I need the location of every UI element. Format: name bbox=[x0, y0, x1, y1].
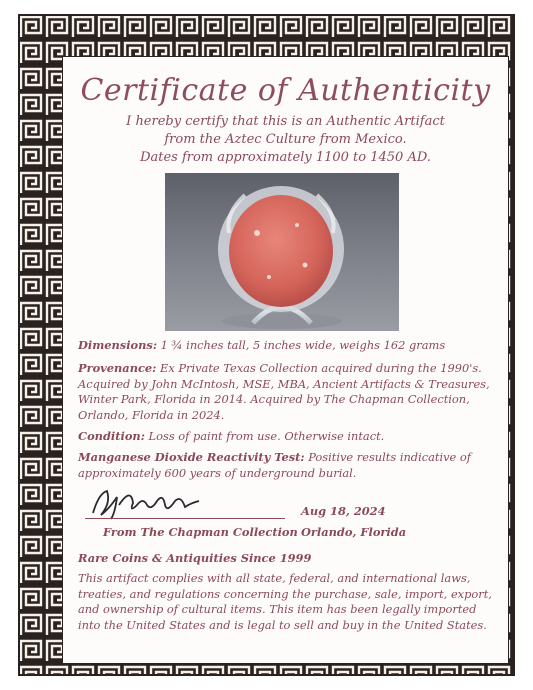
certificate-statement bbox=[63, 113, 508, 167]
greek-key-border bbox=[18, 14, 515, 676]
dimensions-label: Dimensions: bbox=[78, 338, 158, 352]
artifact-photo bbox=[165, 173, 399, 331]
statement-line-2: from the Aztec Culture from Mexico. bbox=[164, 132, 407, 147]
signature-line bbox=[85, 518, 285, 519]
signature-date: Aug 18, 2024 bbox=[301, 504, 386, 518]
certificate-title: Certificate of Authenticity bbox=[80, 73, 491, 108]
signature-location: Orlando, Florida bbox=[301, 525, 407, 539]
compliance-statement: This artifact complies with all state, federal, and international laws, treaties, and regulations concerning the purchase, sale, import, export, and ownership of cultural items. This item has been legally imported into the United States and is legal to sell and buy in the United States. bbox=[78, 571, 492, 632]
signature-image bbox=[87, 483, 207, 523]
aztec-bowl-image bbox=[165, 173, 399, 331]
reactivity-test-block bbox=[78, 450, 498, 481]
reactivity-test-value: Positive results indicative of approximately 600 years of underground burial. bbox=[78, 450, 471, 480]
condition-block bbox=[78, 429, 498, 445]
certificate-panel bbox=[62, 56, 509, 664]
dimensions-value: 1 ¾ inches tall, 5 inches wide, weighs 162 grams bbox=[160, 338, 446, 352]
provenance-block bbox=[78, 361, 498, 423]
dimensions-block bbox=[78, 338, 498, 354]
tagline: Rare Coins & Antiquities Since 1999 bbox=[78, 551, 312, 565]
provenance-label: Provenance: bbox=[78, 361, 157, 375]
statement-line-1: I hereby certify that this is an Authentic Artifact bbox=[126, 114, 445, 129]
reactivity-test-label: Manganese Dioxide Reactivity Test: bbox=[78, 450, 305, 464]
provenance-value: Ex Private Texas Collection acquired during the 1990's. Acquired by John McIntosh, MSE, MBA, Ancient Artifacts & Treasures, Winter Park, Florida in 2014. Acquired by The Chapman Collection, Orlando, Florida in 2024. bbox=[78, 361, 490, 422]
condition-value: Loss of paint from use. Otherwise intact. bbox=[148, 429, 385, 443]
statement-line-3: Dates from approximately 1100 to 1450 AD. bbox=[140, 150, 431, 165]
condition-label: Condition: bbox=[78, 429, 145, 443]
from-collection: From The Chapman Collection bbox=[103, 525, 298, 539]
